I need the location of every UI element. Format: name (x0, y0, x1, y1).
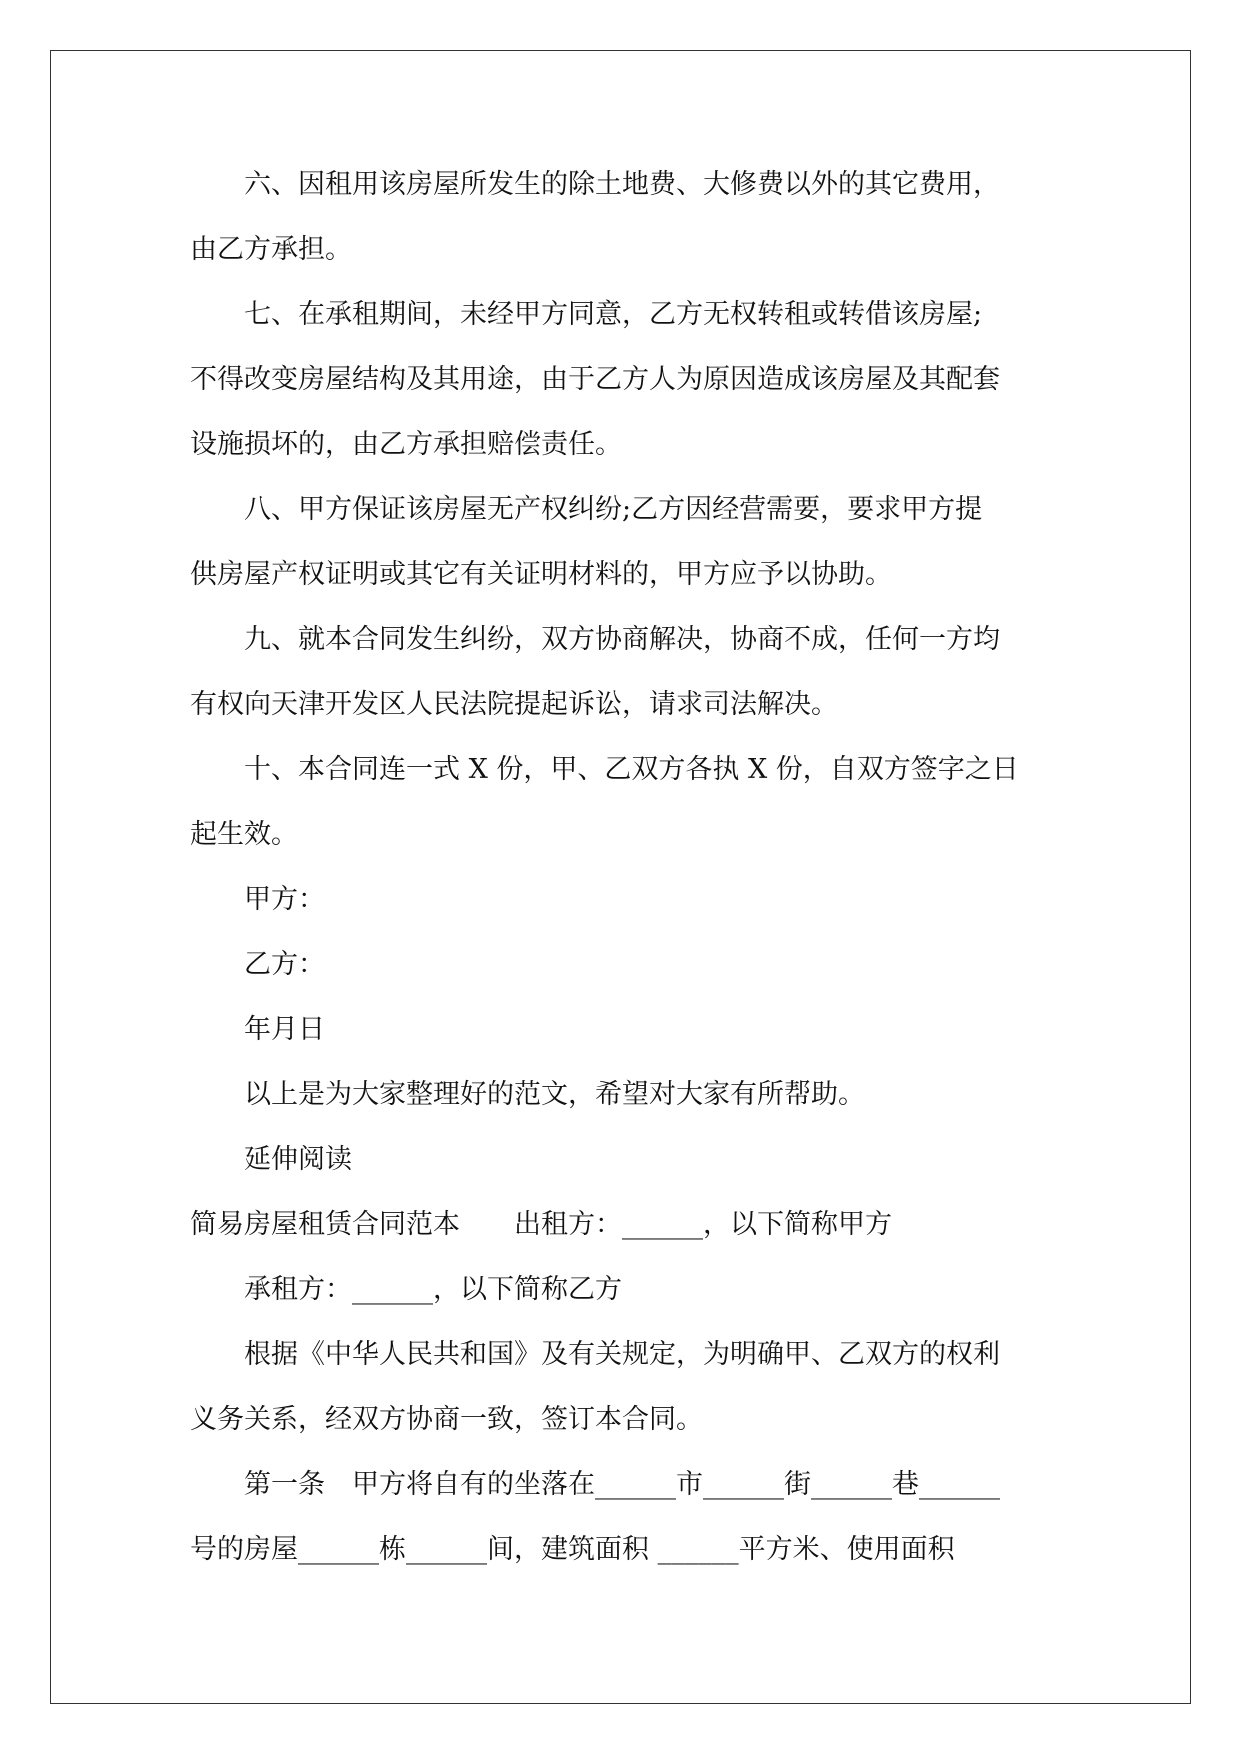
text-line: 义务关系，经双方协商一致，签订本合同。 (190, 1404, 703, 1435)
date-line: 年月日 (190, 1014, 325, 1045)
text-line: 以上是为大家整理好的范文，希望对大家有所帮助。 (190, 1079, 865, 1110)
text-line: 六、因租用该房屋所发生的除土地费、大修费以外的其它费用， (190, 169, 1000, 200)
text-line: 设施损坏的，由乙方承担赔偿责任。 (190, 429, 622, 460)
text-line: 七、在承租期间，未经甲方同意，乙方无权转租或转借该房屋; (190, 299, 983, 330)
text-line: 供房屋产权证明或其它有关证明材料的，甲方应予以协助。 (190, 559, 892, 590)
text-line: 号的房屋______栋______间，建筑面积 ______平方米、使用面积 (190, 1534, 955, 1565)
text-line: 第一条 甲方将自有的坐落在______市______街______巷______ (190, 1469, 1000, 1500)
text-line: 简易房屋租赁合同范本 出租方：______，以下简称甲方 (190, 1209, 892, 1240)
party-a-label: 甲方： (190, 884, 325, 915)
section-heading: 延伸阅读 (190, 1144, 352, 1175)
text-line: 有权向天津开发区人民法院提起诉讼，请求司法解决。 (190, 689, 838, 720)
text-line: 九、就本合同发生纠纷，双方协商解决，协商不成，任何一方均 (190, 624, 1000, 655)
text-line: 承租方：______，以下简称乙方 (190, 1274, 622, 1305)
text-line: 根据《中华人民共和国》及有关规定，为明确甲、乙双方的权利 (190, 1339, 1000, 1370)
text-line: 起生效。 (190, 819, 298, 850)
text-line: 不得改变房屋结构及其用途，由于乙方人为原因造成该房屋及其配套 (190, 364, 1000, 395)
party-b-label: 乙方： (190, 949, 325, 980)
text-line: 十、本合同连一式 X 份，甲、乙双方各执 X 份，自双方签字之日 (190, 754, 1019, 785)
text-line: 八、甲方保证该房屋无产权纠纷;乙方因经营需要，要求甲方提 (190, 494, 983, 525)
text-line: 由乙方承担。 (190, 234, 352, 265)
document-body (190, 152, 1070, 1582)
